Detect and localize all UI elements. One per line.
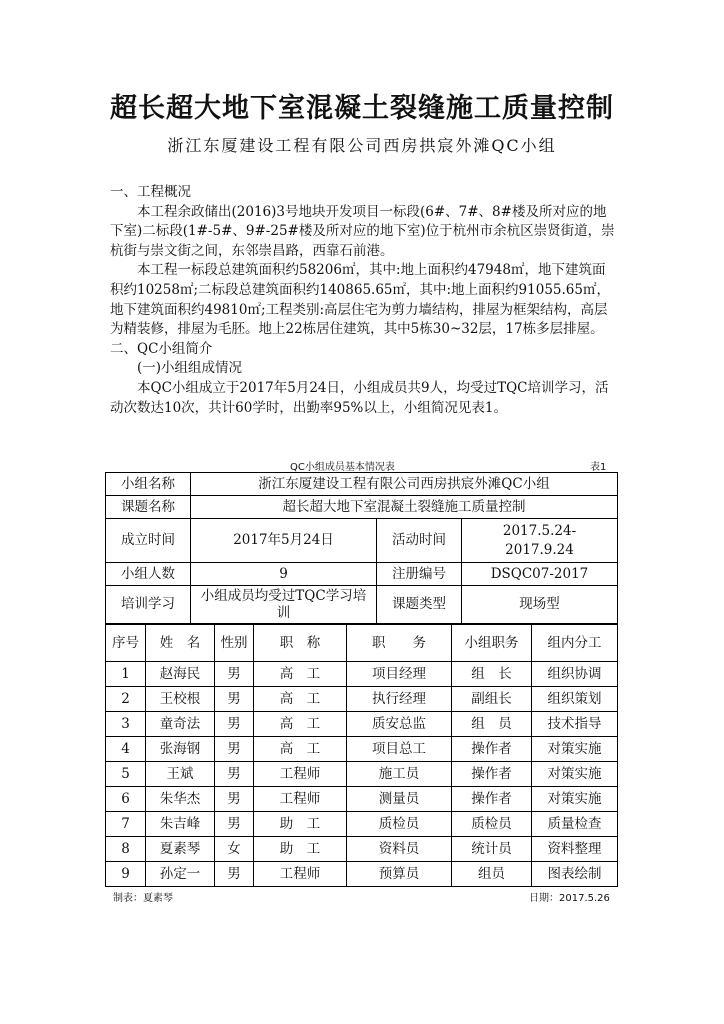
founded-label: 成立时间 <box>106 519 191 563</box>
member-cell: 质检员 <box>452 812 532 837</box>
member-cell: 质安总监 <box>347 712 452 737</box>
group-name-label: 小组名称 <box>106 473 191 496</box>
member-cell: 王斌 <box>146 762 215 787</box>
member-cell: 9 <box>106 862 146 887</box>
member-cell: 组 员 <box>452 712 532 737</box>
member-cell: 组员 <box>452 862 532 887</box>
member-cell: 执行经理 <box>347 687 452 712</box>
member-cell: 1 <box>106 662 146 687</box>
member-cell: 操作者 <box>452 787 532 812</box>
section-2-heading: 二、QC小组简介 <box>110 340 213 357</box>
member-row <box>106 787 618 812</box>
member-cell: 2 <box>106 687 146 712</box>
member-cell: 4 <box>106 737 146 762</box>
member-table-header-cell: 姓 名 <box>146 625 215 662</box>
member-cell: 男 <box>215 762 254 787</box>
members-row <box>106 563 618 586</box>
member-cell: 对策实施 <box>532 737 618 762</box>
member-cell: 男 <box>215 787 254 812</box>
member-cell: 7 <box>106 812 146 837</box>
member-cell: 工程师 <box>254 762 347 787</box>
member-cell: 高 工 <box>254 662 347 687</box>
member-cell: 张海钢 <box>146 737 215 762</box>
member-row <box>106 712 618 737</box>
training-value: 小组成员均受过TQC学习培训 <box>191 586 377 624</box>
member-table-body <box>106 625 618 887</box>
member-cell: 对策实施 <box>532 787 618 812</box>
members-label: 小组人数 <box>106 563 191 586</box>
member-table <box>105 624 618 887</box>
member-cell: 操作者 <box>452 762 532 787</box>
topic-label: 课题名称 <box>106 496 191 519</box>
member-cell: 组织策划 <box>532 687 618 712</box>
member-table-header-cell: 职 称 <box>254 625 347 662</box>
member-cell: 预算员 <box>347 862 452 887</box>
member-cell: 组 长 <box>452 662 532 687</box>
member-cell: 操作者 <box>452 737 532 762</box>
group-name-value: 浙江东厦建设工程有限公司西房拱宸外滩QC小组 <box>191 473 618 496</box>
section-1-paragraph-1: 本工程余政储出(2016)3号地块开发项目一标段(6#、7#、8#楼及所对应的地下室)二标段(1#-5#、9#-25#楼及所对应的地下室)位于杭州市余杭区崇贤街道，崇杭街与崇文街之间，东邻崇昌路，西靠石前港。 <box>110 203 615 259</box>
topic-type-value: 现场型 <box>462 586 618 624</box>
member-table-header-row <box>106 625 618 662</box>
member-row <box>106 812 618 837</box>
section-1-heading: 一、工程概况 <box>110 184 191 200</box>
member-cell: 项目总工 <box>347 737 452 762</box>
member-cell: 高 工 <box>254 712 347 737</box>
registration-label: 注册编号 <box>377 563 462 586</box>
table-number: 表1 <box>590 462 607 473</box>
registration-value: DSQC07-2017 <box>462 563 618 586</box>
member-cell: 工程师 <box>254 862 347 887</box>
member-table-header-cell: 职 务 <box>347 625 452 662</box>
member-cell: 高 工 <box>254 737 347 762</box>
member-cell: 图表绘制 <box>532 862 618 887</box>
member-cell: 高 工 <box>254 687 347 712</box>
founded-value: 2017年5月24日 <box>191 519 377 563</box>
founded-row <box>106 519 618 563</box>
member-cell: 男 <box>215 687 254 712</box>
member-cell: 组织协调 <box>532 662 618 687</box>
member-table-header-cell: 组内分工 <box>532 625 618 662</box>
topic-row <box>106 496 618 519</box>
member-cell: 男 <box>215 737 254 762</box>
member-cell: 技术指导 <box>532 712 618 737</box>
document-subtitle: 浙江东厦建设工程有限公司西房拱宸外滩QC小组 <box>167 136 557 155</box>
activity-value: 2017.5.24-2017.9.24 <box>462 519 618 563</box>
document-title: 超长超大地下室混凝土裂缝施工质量控制 <box>110 93 614 124</box>
member-row <box>106 737 618 762</box>
member-cell: 男 <box>215 712 254 737</box>
table-date: 日期：2017.5.26 <box>529 893 610 904</box>
group-name-row <box>106 473 618 496</box>
member-cell: 夏素琴 <box>146 837 215 862</box>
member-cell: 对策实施 <box>532 762 618 787</box>
section-2-paragraph-1: 本QC小组成立于2017年5月24日，小组成员共9人，均受过TQC培训学习，活动次数达10次，共计60学时，出勤率95%以上，小组简况见表1。 <box>110 379 609 416</box>
member-table-header-cell: 序号 <box>106 625 146 662</box>
member-row <box>106 862 618 887</box>
training-row <box>106 586 618 624</box>
member-table-header-cell: 小组职务 <box>452 625 532 662</box>
member-cell: 6 <box>106 787 146 812</box>
member-row <box>106 762 618 787</box>
group-info-table <box>105 472 618 624</box>
topic-type-label: 课题类型 <box>377 586 462 624</box>
member-cell: 副组长 <box>452 687 532 712</box>
member-table-header-cell: 性别 <box>215 625 254 662</box>
member-cell: 资料整理 <box>532 837 618 862</box>
member-cell: 王校根 <box>146 687 215 712</box>
member-cell: 助 工 <box>254 837 347 862</box>
member-cell: 童奇法 <box>146 712 215 737</box>
member-cell: 5 <box>106 762 146 787</box>
member-cell: 女 <box>215 837 254 862</box>
topic-value: 超长超大地下室混凝土裂缝施工质量控制 <box>191 496 618 519</box>
member-cell: 项目经理 <box>347 662 452 687</box>
member-cell: 统计员 <box>452 837 532 862</box>
members-value: 9 <box>191 563 377 586</box>
member-cell: 施工员 <box>347 762 452 787</box>
member-cell: 质量检查 <box>532 812 618 837</box>
member-cell: 质检员 <box>347 812 452 837</box>
member-cell: 助 工 <box>254 812 347 837</box>
body-text <box>110 183 618 418</box>
activity-label: 活动时间 <box>377 519 462 563</box>
member-cell: 工程师 <box>254 787 347 812</box>
member-cell: 朱吉峰 <box>146 812 215 837</box>
member-row <box>106 662 618 687</box>
member-cell: 朱华杰 <box>146 787 215 812</box>
training-label: 培训学习 <box>106 586 191 624</box>
member-row <box>106 687 618 712</box>
member-cell: 测量员 <box>347 787 452 812</box>
member-cell: 3 <box>106 712 146 737</box>
member-cell: 8 <box>106 837 146 862</box>
section-2-subheading: (一)小组组成情况 <box>137 360 243 377</box>
table-maker: 制表：夏素琴 <box>113 893 173 904</box>
member-cell: 赵海民 <box>146 662 215 687</box>
section-1-paragraph-2: 本工程一标段总建筑面积约58206㎡，其中:地上面积约47948㎡，地下建筑面积约10258㎡;二标段总建筑面积约140865.65㎡，其中:地上面积约91055.65㎡，地下建筑面积约49810㎡;工程类别:高层住宅为剪力墙结构，排屋为框架结构，高层为精装修，排屋为毛胚。地上22栋居住建筑，其中5栋30~32层，17栋多层排屋。 <box>110 262 610 338</box>
member-cell: 孙定一 <box>146 862 215 887</box>
member-cell: 男 <box>215 862 254 887</box>
member-cell: 男 <box>215 812 254 837</box>
member-cell: 男 <box>215 662 254 687</box>
table-caption: QC小组成员基本情况表 <box>290 462 395 473</box>
member-row <box>106 837 618 862</box>
member-cell: 资料员 <box>347 837 452 862</box>
